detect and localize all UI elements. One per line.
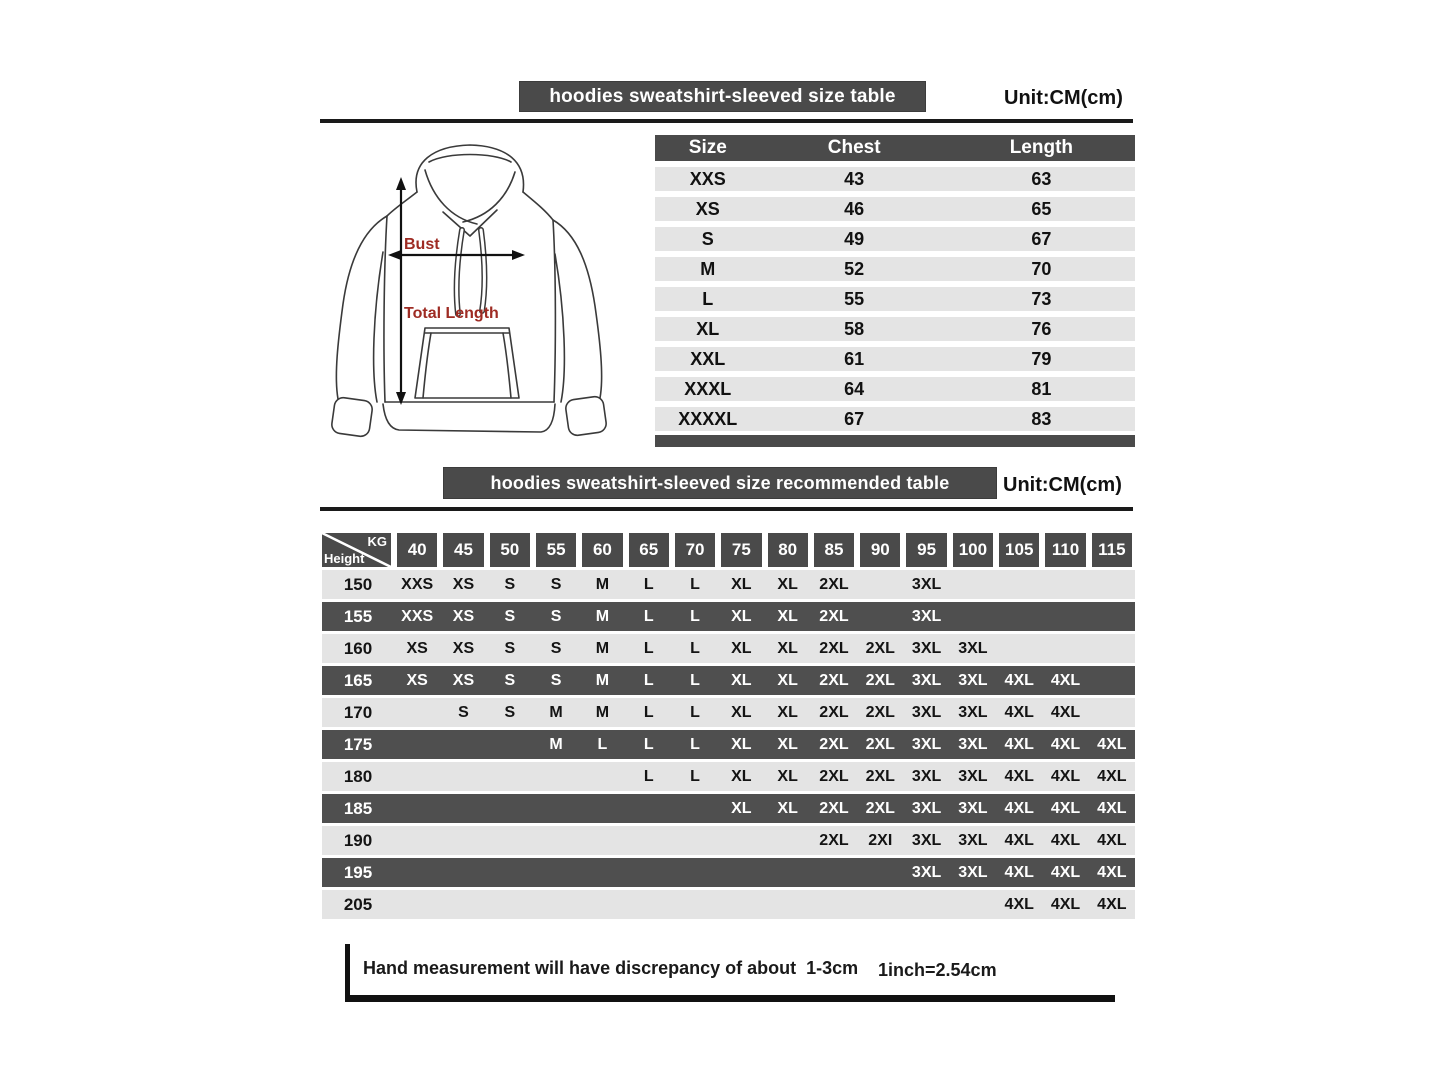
- matrix-cell: M: [595, 607, 610, 625]
- weight-column-header: 115: [1092, 533, 1132, 567]
- height-label: 180: [343, 766, 373, 786]
- length-cell: 81: [1031, 378, 1052, 399]
- matrix-cell: XL: [731, 671, 752, 689]
- size-cell: S: [701, 228, 714, 249]
- matrix-cell: XS: [452, 575, 475, 593]
- hoodie-hood-right-base: [523, 192, 553, 220]
- matrix-cell: L: [643, 671, 654, 689]
- size-cell: XS: [695, 198, 720, 219]
- hoodie-collar-right-panel: [463, 172, 515, 222]
- recommended-table-title: hoodies sweatshirt-sleeved size recommended table: [490, 472, 950, 493]
- top-divider: [320, 119, 1133, 123]
- hoodie-left-cuff: [331, 397, 374, 438]
- matrix-cell: XL: [777, 671, 798, 689]
- size-table-title: hoodies sweatshirt-sleeved size table: [549, 85, 896, 107]
- matrix-cell: 2XL: [865, 799, 895, 817]
- weight-column-header: 85: [814, 533, 854, 567]
- recommended-table: [322, 533, 1135, 919]
- matrix-cell: 4XL: [1004, 671, 1034, 689]
- chest-cell: 64: [844, 378, 865, 399]
- size-table-body: [655, 167, 1135, 431]
- recommended-table-row: [322, 698, 1135, 727]
- matrix-cell: M: [595, 575, 610, 593]
- matrix-cell: 2XL: [819, 671, 849, 689]
- matrix-cell: 4XL: [1097, 831, 1127, 849]
- chest-cell: 58: [844, 318, 865, 339]
- height-label: 170: [343, 702, 373, 722]
- matrix-cell: 4XL: [1097, 895, 1127, 913]
- matrix-cell: L: [597, 735, 608, 753]
- col-header-chest: Chest: [827, 137, 881, 158]
- size-table-row: [655, 257, 1135, 281]
- matrix-cell: 2XL: [865, 767, 895, 785]
- matrix-cell: 3XL: [911, 607, 942, 625]
- middle-divider: [320, 507, 1133, 511]
- matrix-cell: 4XL: [1097, 863, 1127, 881]
- recommended-table-row: [322, 666, 1135, 695]
- hoodie-diagram: [325, 136, 617, 458]
- size-cell: XXL: [690, 348, 726, 369]
- weight-column-header: 90: [860, 533, 900, 567]
- recommended-table-row: [322, 826, 1135, 855]
- chest-cell: 43: [844, 168, 865, 189]
- matrix-cell: 4XL: [1097, 799, 1127, 817]
- recommended-table-title-bar: [443, 467, 997, 499]
- bust-label: Bust: [404, 236, 440, 253]
- matrix-cell: L: [690, 767, 700, 785]
- matrix-cell: 2XL: [865, 639, 895, 657]
- recommended-table-row: [322, 570, 1135, 599]
- hoodie-right-cuff: [565, 396, 608, 437]
- height-label: 155: [343, 606, 373, 626]
- size-cell: XL: [696, 318, 720, 339]
- chest-cell: 49: [844, 228, 865, 249]
- matrix-cell: 4XL: [1097, 735, 1127, 753]
- matrix-cell: 4XL: [1050, 895, 1081, 913]
- matrix-cell: 2XL: [819, 703, 849, 721]
- weight-column-header: 80: [768, 533, 808, 567]
- matrix-cell: XL: [731, 575, 752, 593]
- matrix-cell: 4XL: [1050, 703, 1081, 721]
- matrix-cell: 2XL: [819, 607, 849, 625]
- hoodie-collar-left-panel: [425, 170, 477, 224]
- weight-column-header: 100: [953, 533, 993, 567]
- chest-cell: 46: [844, 198, 865, 219]
- weight-column-header: 50: [490, 533, 530, 567]
- matrix-cell: XL: [731, 799, 752, 817]
- matrix-cell: L: [643, 767, 654, 785]
- footer-left-tick: [345, 944, 350, 1001]
- matrix-cell: 4XL: [1004, 895, 1034, 913]
- matrix-cell: XS: [452, 639, 475, 657]
- weight-column-header: 60: [582, 533, 622, 567]
- matrix-cell: 2XL: [819, 767, 849, 785]
- matrix-cell: 2XL: [819, 799, 849, 817]
- length-cell: 67: [1031, 228, 1052, 249]
- weight-column-header: 105: [999, 533, 1039, 567]
- matrix-cell: 3XL: [911, 863, 942, 881]
- chest-cell: 61: [844, 348, 865, 369]
- matrix-cell: 2XL: [819, 831, 849, 849]
- recommended-table-row: [322, 794, 1135, 823]
- length-cell: 70: [1031, 258, 1052, 279]
- matrix-cell: XS: [406, 671, 428, 689]
- size-table-row: [655, 347, 1135, 371]
- matrix-cell: 2XI: [868, 831, 893, 849]
- height-label: 195: [343, 862, 373, 882]
- matrix-cell: 4XL: [1050, 767, 1081, 785]
- weight-column-header: 40: [397, 533, 437, 567]
- matrix-cell: 2XL: [865, 671, 895, 689]
- matrix-cell: XL: [731, 607, 752, 625]
- size-cell: XXS: [689, 168, 726, 189]
- weight-column-header: 70: [675, 533, 715, 567]
- matrix-cell: XXS: [401, 575, 434, 593]
- matrix-cell: M: [549, 703, 563, 721]
- matrix-cell: 3XL: [958, 639, 988, 657]
- matrix-cell: 2XL: [819, 735, 849, 753]
- size-cell: M: [700, 258, 716, 279]
- hoodie-pocket-left-opening: [423, 333, 431, 398]
- matrix-cell: 4XL: [1004, 831, 1034, 849]
- hoodie-collar-v: [443, 210, 497, 236]
- size-table-row: [655, 227, 1135, 251]
- matrix-cell: 4XL: [1004, 703, 1034, 721]
- size-table-header: [655, 135, 1135, 161]
- size-table-row: [655, 377, 1135, 401]
- length-cell: 63: [1031, 168, 1052, 189]
- matrix-cell: 3XL: [958, 799, 988, 817]
- hoodie-body-right: [553, 220, 555, 402]
- hoodie-pocket-right-opening: [503, 333, 511, 398]
- matrix-cell: 3XL: [958, 735, 988, 753]
- size-table-row: [655, 317, 1135, 341]
- matrix-cell: S: [550, 671, 562, 689]
- matrix-cell: 4XL: [1050, 671, 1081, 689]
- recommended-table-row: [322, 602, 1135, 631]
- weight-column-header: 110: [1045, 533, 1085, 567]
- recommended-table-header: [322, 533, 1135, 567]
- matrix-cell: 4XL: [1050, 863, 1081, 881]
- matrix-cell: 3XL: [958, 671, 988, 689]
- size-cell: L: [702, 288, 714, 309]
- recommended-table-row: [322, 890, 1135, 919]
- size-cell: XXXL: [684, 378, 732, 399]
- size-cell: XXXXL: [678, 408, 738, 429]
- length-cell: 73: [1031, 288, 1052, 309]
- matrix-cell: L: [690, 735, 700, 753]
- measurement-note: Hand measurement will have discrepancy of about 1-3cm: [363, 958, 859, 978]
- height-label: 165: [343, 670, 373, 690]
- matrix-cell: 4XL: [1004, 767, 1034, 785]
- matrix-cell: S: [550, 575, 562, 593]
- matrix-cell: M: [595, 639, 610, 657]
- matrix-cell: 3XL: [911, 735, 942, 753]
- kg-label: KG: [367, 534, 387, 549]
- matrix-cell: 3XL: [958, 831, 988, 849]
- footer-underline: [345, 995, 1115, 1002]
- matrix-cell: 2XL: [819, 575, 849, 593]
- hoodie-right-sleeve: [553, 220, 602, 398]
- height-label-corner: Height: [324, 551, 365, 566]
- matrix-cell: 4XL: [1004, 735, 1034, 753]
- matrix-cell: 3XL: [911, 767, 942, 785]
- matrix-cell: 3XL: [958, 767, 988, 785]
- inch-conversion-note: 1inch=2.54cm: [878, 960, 997, 980]
- size-table-row: [655, 287, 1135, 311]
- recommended-table-row: [322, 858, 1135, 887]
- hoodie-left-sleeve-inner: [374, 252, 383, 402]
- size-table-row: [655, 197, 1135, 221]
- hoodie-hem: [383, 404, 555, 432]
- matrix-cell: S: [550, 607, 562, 625]
- height-label: 185: [343, 798, 373, 818]
- total-length-label: Total Length: [404, 305, 499, 322]
- matrix-cell: 2XL: [819, 639, 849, 657]
- matrix-cell: L: [643, 703, 654, 721]
- matrix-cell: S: [504, 671, 516, 689]
- unit-label-bottom: Unit:CM(cm): [1003, 474, 1122, 496]
- matrix-cell: XL: [777, 639, 798, 657]
- length-cell: 76: [1031, 318, 1052, 339]
- matrix-cell: 3XL: [911, 703, 942, 721]
- matrix-cell: S: [458, 703, 469, 721]
- chest-cell: 55: [844, 288, 865, 309]
- length-cell: 83: [1031, 408, 1052, 429]
- height-label: 190: [343, 830, 373, 850]
- chest-cell: 67: [844, 408, 865, 429]
- matrix-cell: XL: [731, 767, 752, 785]
- matrix-cell: 4XL: [1050, 831, 1081, 849]
- matrix-cell: XL: [777, 703, 798, 721]
- matrix-cell: S: [550, 639, 562, 657]
- weight-column-header: 65: [629, 533, 669, 567]
- height-label: 150: [343, 574, 373, 594]
- matrix-cell: XL: [777, 735, 798, 753]
- length-cell: 65: [1031, 198, 1052, 219]
- weight-column-header: 75: [721, 533, 761, 567]
- matrix-cell: XL: [777, 607, 798, 625]
- kg-height-corner-cell: [322, 533, 391, 567]
- matrix-cell: L: [643, 607, 654, 625]
- matrix-cell: L: [643, 639, 654, 657]
- size-table-footer-bar: [655, 435, 1135, 447]
- hoodie-hood-inner-fold: [429, 155, 511, 163]
- col-header-length: Length: [1009, 137, 1074, 158]
- matrix-cell: XXS: [401, 607, 434, 625]
- matrix-cell: 3XL: [911, 799, 942, 817]
- matrix-cell: 3XL: [911, 831, 942, 849]
- recommended-table-body: [322, 570, 1135, 919]
- matrix-cell: XL: [731, 735, 752, 753]
- matrix-cell: 2XL: [865, 735, 895, 753]
- matrix-cell: XL: [731, 639, 752, 657]
- matrix-cell: L: [690, 607, 700, 625]
- height-label: 175: [343, 734, 373, 754]
- length-cell: 79: [1031, 348, 1052, 369]
- chest-cell: 52: [844, 258, 865, 279]
- size-table-row: [655, 167, 1135, 191]
- hoodie-left-sleeve: [336, 216, 387, 399]
- matrix-cell: S: [504, 639, 516, 657]
- size-table-title-bar: [519, 81, 926, 112]
- matrix-cell: L: [643, 735, 654, 753]
- matrix-cell: XL: [731, 703, 752, 721]
- matrix-cell: 3XL: [958, 863, 988, 881]
- matrix-cell: XS: [452, 671, 475, 689]
- matrix-cell: 3XL: [911, 671, 942, 689]
- unit-label-top: Unit:CM(cm): [1004, 87, 1123, 109]
- recommended-table-row: [322, 730, 1135, 759]
- matrix-cell: XL: [777, 575, 798, 593]
- matrix-cell: S: [504, 703, 516, 721]
- matrix-cell: XL: [777, 799, 798, 817]
- recommended-table-row: [322, 634, 1135, 663]
- matrix-cell: XL: [777, 767, 798, 785]
- size-table-row: [655, 407, 1135, 431]
- matrix-cell: 4XL: [1050, 735, 1081, 753]
- matrix-cell: M: [549, 735, 563, 753]
- weight-column-header: 55: [536, 533, 576, 567]
- size-table: [655, 135, 1135, 447]
- matrix-cell: L: [690, 575, 700, 593]
- matrix-cell: XS: [406, 639, 428, 657]
- matrix-cell: L: [643, 575, 654, 593]
- recommended-table-row: [322, 762, 1135, 791]
- matrix-cell: M: [595, 703, 610, 721]
- height-label: 160: [343, 638, 373, 658]
- matrix-cell: 4XL: [1004, 863, 1034, 881]
- matrix-cell: 3XL: [911, 639, 942, 657]
- hoodie-right-sleeve-inner: [555, 254, 564, 402]
- height-label: 205: [343, 894, 373, 914]
- matrix-cell: 3XL: [911, 575, 942, 593]
- hoodie-hood-outline: [416, 145, 523, 192]
- matrix-cell: L: [690, 703, 700, 721]
- matrix-cell: 4XL: [1097, 767, 1127, 785]
- matrix-cell: M: [595, 671, 610, 689]
- col-header-size: Size: [688, 137, 727, 158]
- matrix-cell: XS: [452, 607, 475, 625]
- matrix-cell: S: [504, 575, 516, 593]
- weight-column-header: 95: [906, 533, 946, 567]
- matrix-cell: 4XL: [1050, 799, 1081, 817]
- matrix-cell: L: [690, 639, 700, 657]
- matrix-cell: 3XL: [958, 703, 988, 721]
- matrix-cell: L: [690, 671, 700, 689]
- matrix-cell: 4XL: [1004, 799, 1034, 817]
- matrix-cell: S: [504, 607, 516, 625]
- matrix-cell: 2XL: [865, 703, 895, 721]
- weight-column-header: 45: [443, 533, 483, 567]
- hoodie-body-left: [384, 216, 387, 402]
